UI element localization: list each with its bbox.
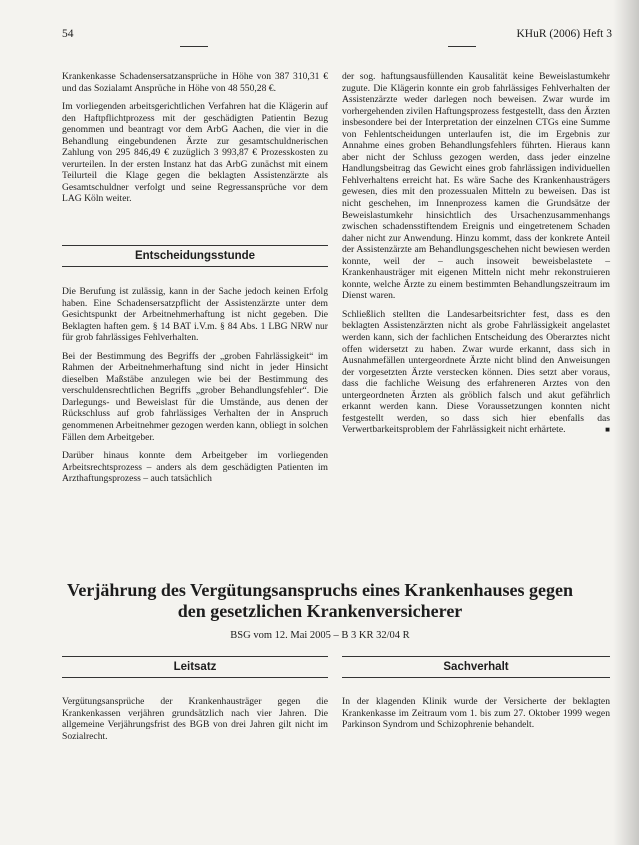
running-header	[62, 28, 612, 46]
section-heading-leitsatz: Leitsatz	[62, 656, 328, 678]
header-rule-left	[180, 46, 208, 47]
article-title: Verjährung des Vergütungsanspruchs eines Krankenhauses gegen den gesetzlichen Krankenversicherer	[67, 580, 573, 621]
journal-reference: KHuR (2006) Heft 3	[516, 28, 612, 40]
page-number: 54	[62, 28, 74, 40]
section-heading-entscheidung: Entscheidungsstunde	[62, 245, 328, 267]
right-column	[342, 71, 610, 443]
end-of-article-mark: ■	[605, 425, 610, 435]
header-rule-right	[448, 46, 476, 47]
left-column-top	[62, 71, 328, 212]
sachverhalt-text	[342, 696, 610, 738]
paragraph: Darüber hinaus konnte dem Arbeitgeber im vorliegenden Arbeitsrechtsprozess – anders als dem geschädigten Patienten im Arzthaftungsprozess – auch tatsächlich	[62, 450, 328, 485]
article-citation: BSG vom 12. Mai 2005 – B 3 KR 32/04 R	[230, 630, 410, 641]
leitsatz-text	[62, 696, 328, 749]
paragraph: Bei der Bestimmung des Begriffs der „groben Fahrlässigkeit“ im Rahmen der Arbeitnehmerhaftung sind nicht in jeder Hinsicht dieselben Maßstäbe anzulegen wie bei der Bestimmung des verschuldensrechtlichen Begriffs „grober Behandlungsfehler“. Die Darlegungs- und Beweislast für die Umstände, aus denen der Rückschluss auf grob fahrlässiges Verhalten der in Anspruch genommenen Arbeitnehmer gezogen werden kann, obliegt in solchen Fällen dem Arbeitgeber.	[62, 350, 328, 443]
paragraph: Vergütungsansprüche der Krankenhausträger gegen die Krankenkassen verjähren grundsätzlich nach vier Jahren. Die allgemeine Verjährungsfrist des BGB von drei Jahren gilt nicht im Sozialrecht.	[62, 696, 328, 742]
paragraph: Im vorliegenden arbeitsgerichtlichen Verfahren hat die Klägerin auf den Haftpflichtprozess mit der geschädigten Patientin Bezug genommen und beantragt vor dem ArbG Aachen, die vier in die Behandlung eingebundenen Ärzte zur gesamtschuldnerischen Zahlung von 295 846,49 € zuzüglich 3 993,87 € Prozesskosten zu verurteilen. In der ersten Instanz hat das ArbG zunächst mit einem Teilurteil die Klage gegen die beklagten Assistenzärzte als Gesamtschuldner verfolgt und seine Regressansprüche vor dem LAG Köln weiter.	[62, 101, 328, 205]
paragraph: der sog. haftungsausfüllenden Kausalität keine Beweislastumkehr zugute. Die Klägerin konnte ein grob fahrlässiges Fehlverhalten der Assistenzärzte weder darlegen noch beweisen. Zwar wurde im vorhergehenden zivilen Haftungsprozess festgestellt, dass den Ärzten insbesondere bei der Interpretation der einzelnen CTGs eine Summe von Fehlentscheidungen unterlaufen ist, die im Ergebnis zur Annahme eines groben Behandlungsfehlers führten. Hieraus kann aber nicht der Schluss gezogen werden, dass jeder einzelne Handlungsbeitrag das Gewicht eines grob fahrlässigen individuellen Fehlverhaltens erreicht hat. Es wäre Sache des Krankenhausträgers gewesen, dies mit den prozessualen Mitteln zu beweisen. Das ist nicht geschehen, im Innenprozess kamen die Grundsätze der Beweislastumkehr hinsichtlich des Ursachenzusammenhangs zwischen schadensstiftendem Ereignis und eingetretenem Schaden daher nicht zur Anwendung. Hinzu kommt, dass der konkrete Anteil der Assistenzärzte am Behandlungsgeschehen nicht bewiesen werden konnte, weil der – auch insoweit beweisbelastete – Krankenhausträger mit eigenen Mitteln nicht mehr rekonstruieren konnte, welche Ärzte zu einem bestimmten Behandlungszeitraum im Dienst waren.	[342, 71, 610, 302]
section-heading-sachverhalt: Sachverhalt	[342, 656, 610, 678]
paragraph: Die Berufung ist zulässig, kann in der Sache jedoch keinen Erfolg haben. Eine Schadensersatzpflicht der Assistenzärzte unter dem Gesichtspunkt der Arbeitnehmerhaftung ist nicht gegeben. Die Beklagten haften gem. § 14 BAT i.V.m. § 84 Abs. 1 LBG NRW nur für grob fahrlässiges Fehlverhalten.	[62, 286, 328, 344]
paragraph: Krankenkasse Schadensersatzansprüche in Höhe von 387 310,31 € und das Sozialamt Ansprüche in Höhe von 48 550,28 €.	[62, 71, 328, 94]
paragraph: In der klagenden Klinik wurde der Versicherte der beklagten Krankenkasse im Zeitraum vom 1. bis zum 27. Oktober 1999 wegen Parkinson Syndrom und Schizophrenie behandelt.	[342, 696, 610, 731]
left-column-bottom	[62, 286, 328, 492]
paragraph-text: Schließlich stellten die Landesarbeitsrichter fest, dass es den beklagten Assistenzärzten nicht als grobe Fahrlässigkeit angelastet werden kann, sich der fachlichen Entscheidung des Oberarztes nicht offen widersetzt zu haben. Zwar wurde erkannt, dass sich in Ausnahmefällen untergeordnete Ärzte nicht blind den Anweisungen der vorgesetzten Ärzte verstecken können. Dies setzt aber voraus, dass die fachliche Weisung des erfahreneren Arztes von den untergeordneten Ärzten als gröblich falsch und akut gefährlich erkannt werden kann. Diese Voraussetzungen konnten nicht festgestellt werden, so dass sich hier ebenfalls das Verwertbarkeitsproblem der Fahrlässigkeit nicht erhärtete.	[342, 308, 610, 436]
paragraph	[342, 309, 610, 436]
page-edge-shadow	[613, 0, 639, 845]
